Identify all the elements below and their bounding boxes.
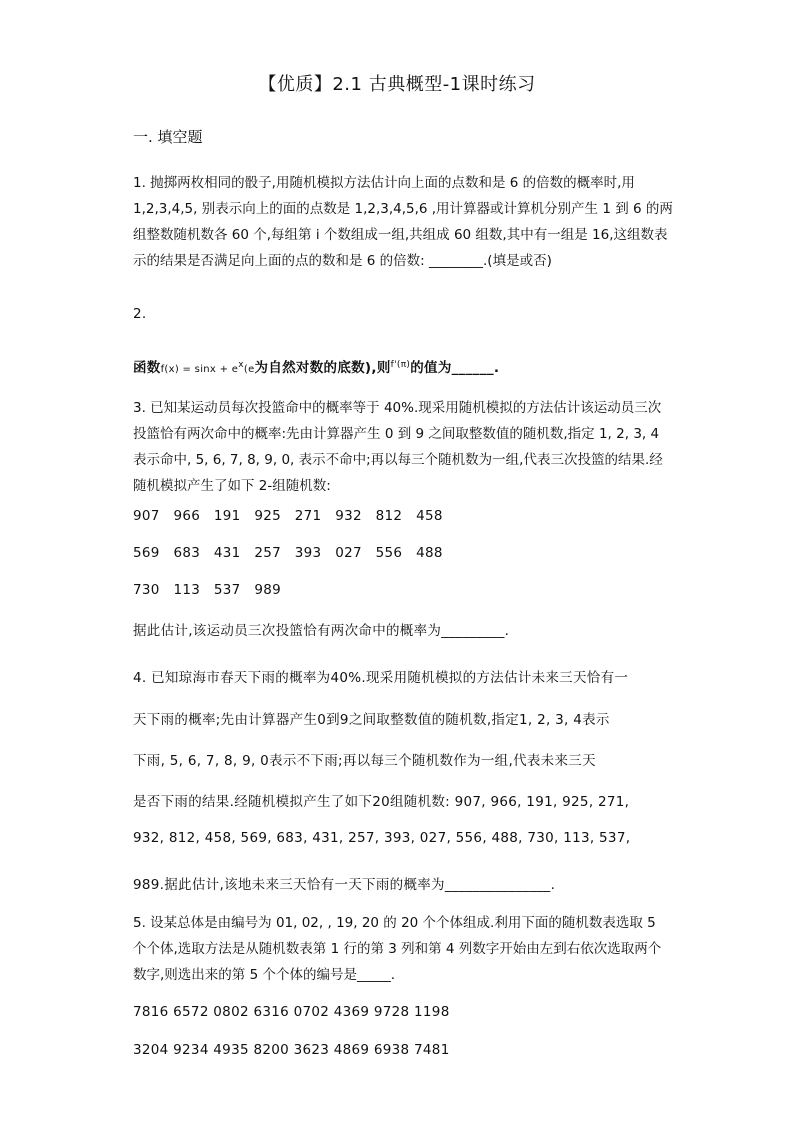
question-3: 3. 已知某运动员每次投篮命中的概率等于 40%.现采用随机模拟的方法估计该运动员三次投篮恰有两次命中的概率:先由计算器产生 0 到 9 之间取整数值的随机数,指定 1, 2, 3, 4 表示命中, 5, 6, 7, 8, 9, 0, 表示不命中;再以每三个随机数为一组,代表三次投篮的结果.经随机模拟产生了如下 2-组随机数: [133, 400, 663, 494]
q2-middle: 为自然对数的底数),则 [254, 360, 391, 376]
question-2 [133, 356, 499, 376]
q2-paren: (e [243, 364, 255, 375]
q2-fprime: f'(π) [390, 360, 411, 370]
q3-random-row-1: 907 966 191 925 271 932 812 458 [133, 508, 443, 524]
q5-table-row-2: 3204 9234 4935 8200 3623 4869 6938 7481 [133, 1042, 450, 1058]
q4-line-1: 4. 已知琼海市春天下雨的概率为40%.现采用随机模拟的方法估计未来三天恰有一 [133, 670, 629, 686]
q2-exponent: x [238, 360, 244, 370]
question-5: 5. 设某总体是由编号为 01, 02, , 19, 20 的 20 个个体组成.利用下面的随机数表选取 5 个个体,选取方法是从随机数表第 1 行的第 3 列和第 4 列数字开始由左到右依次选取两个数字,则选出来的第 5 个个体的编号是_____. [133, 915, 662, 983]
q3-random-row-2: 569 683 431 257 393 027 556 488 [133, 545, 443, 561]
q4-line-5: 932, 812, 458, 569, 683, 431, 257, 393, 027, 556, 488, 730, 113, 537, [133, 830, 631, 846]
q4-line-2: 天下雨的概率;先由计算器产生0到9之间取整数值的随机数,指定1, 2, 3, 4表示 [133, 712, 610, 728]
q4-line-3: 下雨, 5, 6, 7, 8, 9, 0表示不下雨;再以每三个随机数作为一组,代表未来三天 [133, 753, 596, 769]
q4-line-4: 是否下雨的结果.经随机模拟产生了如下20组随机数: 907, 966, 191, 925, 271, [133, 794, 630, 810]
q3-answer-line: 据此估计,该运动员三次投篮恰有两次命中的概率为_________. [133, 623, 510, 639]
question-2-number: 2. [133, 306, 147, 322]
q4-line-6: 989.据此估计,该地未来三天恰有一天下雨的概率为_______________. [133, 877, 556, 893]
q5-table-row-1: 7816 6572 0802 6316 0702 4369 9728 1198 [133, 1004, 450, 1020]
q3-random-row-3: 730 113 537 989 [133, 582, 281, 598]
q2-prefix: 函数 [133, 360, 161, 376]
section-heading: 一. 填空题 [133, 128, 203, 146]
document-title: 【优质】2.1 古典概型-1课时练习 [258, 74, 536, 95]
q2-formula: f(x) = sinx + e [160, 364, 239, 375]
question-1: 1. 抛掷两枚相同的骰子,用随机模拟方法估计向上面的点数和是 6 的倍数的概率时,用 1,2,3,4,5, 别表示向上的面的点数是 1,2,3,4,5,6 ,用计算器或计算机分别产生 1 到 6 的两组整数随机数各 60 个,每组第 i 个数组成一组,共组成 60 组数,其中有一组是 16,这组数表示的结果是否满足向上面的点的数和是 6 的倍数: ________.(填是或否) [133, 175, 673, 269]
q2-suffix: 的值为______. [410, 360, 500, 376]
